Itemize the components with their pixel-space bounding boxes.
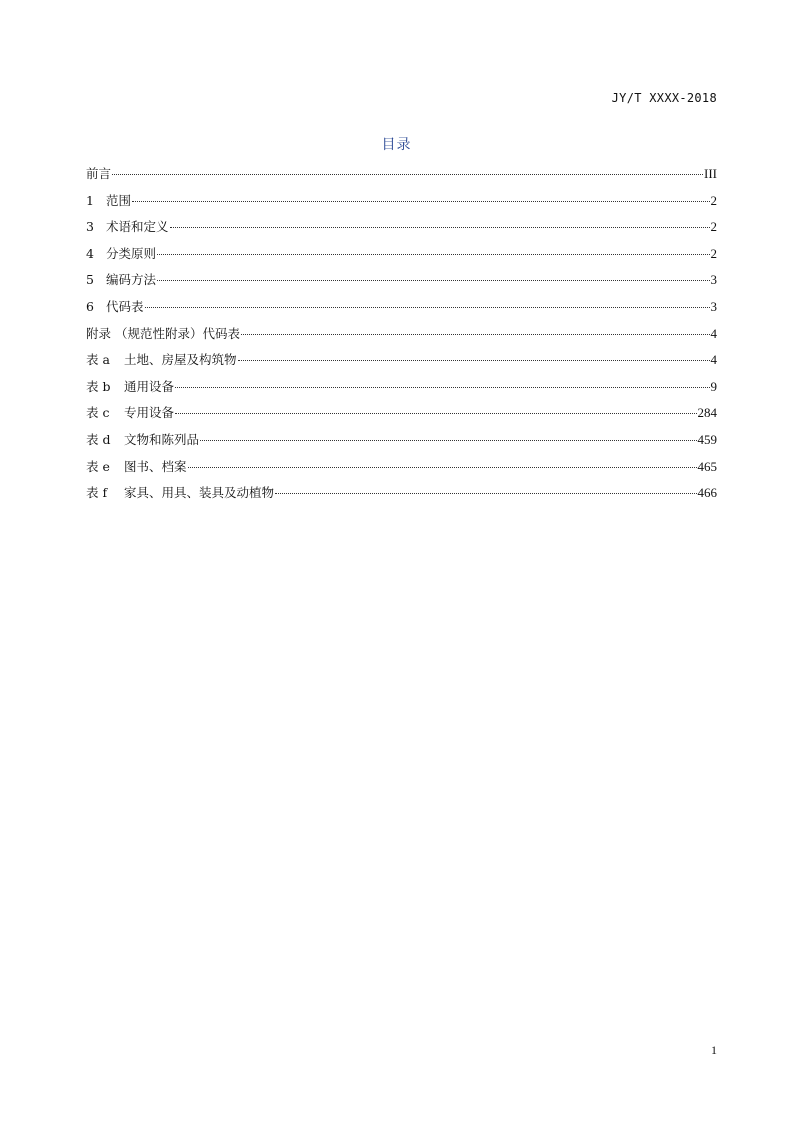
toc-entry-coding-method[interactable] bbox=[86, 270, 717, 297]
toc-entry-title: 编码方法 bbox=[106, 272, 157, 288]
toc-entry-table-a[interactable] bbox=[86, 350, 717, 377]
toc-entry-title: 土地、房屋及构筑物 bbox=[124, 352, 237, 368]
toc-title: 目录 bbox=[381, 137, 412, 153]
toc-entry-number: 表 f bbox=[86, 485, 108, 501]
toc-entry-page: 3 bbox=[710, 272, 717, 288]
toc-entry-number: 4 bbox=[86, 245, 94, 261]
toc-entry-page: 3 bbox=[710, 298, 717, 314]
toc-entry-page: 4 bbox=[710, 352, 717, 368]
toc-entry-number: 表 b bbox=[86, 378, 111, 394]
toc-leader-dots bbox=[238, 360, 710, 361]
toc-entry-page: 9 bbox=[710, 378, 717, 394]
toc-entry-label bbox=[86, 244, 156, 262]
toc-entry-number: 表 a bbox=[86, 352, 110, 368]
toc-entry-page: 459 bbox=[697, 431, 717, 447]
toc-entry-title: 代码表 bbox=[106, 298, 144, 314]
toc-entry-table-f[interactable] bbox=[86, 483, 717, 510]
toc-entry-label bbox=[86, 324, 240, 342]
toc-entry-label bbox=[86, 430, 199, 448]
toc-entry-number: 1 bbox=[86, 192, 94, 208]
toc-entry-code-table[interactable] bbox=[86, 297, 717, 324]
toc-entry-page: 4 bbox=[710, 325, 717, 341]
toc-leader-dots bbox=[241, 334, 710, 335]
toc-entry-classification[interactable] bbox=[86, 244, 717, 271]
toc-entry-label bbox=[86, 217, 169, 235]
toc-entry-table-d[interactable] bbox=[86, 430, 717, 457]
toc-entry-page: 284 bbox=[697, 405, 717, 421]
toc-entry-label bbox=[86, 164, 111, 182]
toc-entry-label bbox=[86, 270, 156, 288]
toc-entry-scope[interactable] bbox=[86, 191, 717, 218]
toc-leader-dots bbox=[132, 201, 709, 202]
toc-entry-title: 前言 bbox=[86, 166, 112, 181]
toc-entry-terms[interactable] bbox=[86, 217, 717, 244]
toc-leader-dots bbox=[275, 493, 696, 494]
toc-entry-label bbox=[86, 350, 237, 368]
toc-entry-title: 图书、档案 bbox=[124, 458, 187, 474]
toc-entry-label bbox=[86, 191, 131, 209]
toc-entry-page: III bbox=[704, 166, 717, 181]
toc-leader-dots bbox=[170, 227, 710, 228]
toc-entry-title: 文物和陈列品 bbox=[124, 431, 200, 447]
toc-entry-number: 6 bbox=[86, 298, 94, 314]
toc-entry-label bbox=[86, 483, 274, 501]
toc-entry-number: 表 e bbox=[86, 458, 110, 474]
toc-entry-label bbox=[86, 377, 174, 395]
toc-entry-number: 5 bbox=[86, 272, 94, 288]
toc-entry-foreword[interactable] bbox=[86, 164, 717, 191]
toc-leader-dots bbox=[157, 254, 709, 255]
page-number: 1 bbox=[711, 1043, 717, 1057]
toc-leader-dots bbox=[188, 467, 697, 468]
toc-entry-title: 分类原则 bbox=[106, 245, 157, 261]
toc-leader-dots bbox=[112, 174, 703, 175]
toc-entry-table-c[interactable] bbox=[86, 403, 717, 430]
toc-entry-page: 2 bbox=[710, 219, 717, 235]
toc-entry-page: 2 bbox=[710, 245, 717, 261]
toc-entry-page: 466 bbox=[697, 485, 717, 501]
toc-entry-page: 465 bbox=[697, 458, 717, 474]
toc-leader-dots bbox=[175, 387, 709, 388]
toc-entry-table-b[interactable] bbox=[86, 377, 717, 404]
toc-entry-title: 通用设备 bbox=[124, 378, 175, 394]
toc-entry-title: 家具、用具、装具及动植物 bbox=[124, 485, 275, 501]
toc-entry-title: 术语和定义 bbox=[106, 219, 169, 235]
toc-entry-page: 2 bbox=[710, 192, 717, 208]
toc-entry-title: 专用设备 bbox=[124, 405, 175, 421]
toc-entry-label bbox=[86, 403, 174, 421]
toc-leader-dots bbox=[145, 307, 710, 308]
toc-entry-label bbox=[86, 297, 144, 315]
toc-entry-title: 附录 （规范性附录）代码表 bbox=[86, 325, 240, 341]
standard-code: JY/T XXXX-2018 bbox=[611, 91, 717, 105]
toc-entry-table-e[interactable] bbox=[86, 457, 717, 484]
toc-entry-title: 范围 bbox=[106, 192, 132, 208]
toc-entry-number: 3 bbox=[86, 219, 94, 235]
table-of-contents bbox=[86, 164, 717, 510]
toc-entry-appendix[interactable] bbox=[86, 324, 717, 351]
toc-leader-dots bbox=[157, 280, 709, 281]
toc-leader-dots bbox=[200, 440, 696, 441]
toc-leader-dots bbox=[175, 413, 696, 414]
toc-entry-label bbox=[86, 457, 187, 475]
toc-entry-number: 表 d bbox=[86, 431, 111, 447]
toc-entry-number: 表 c bbox=[86, 405, 110, 421]
